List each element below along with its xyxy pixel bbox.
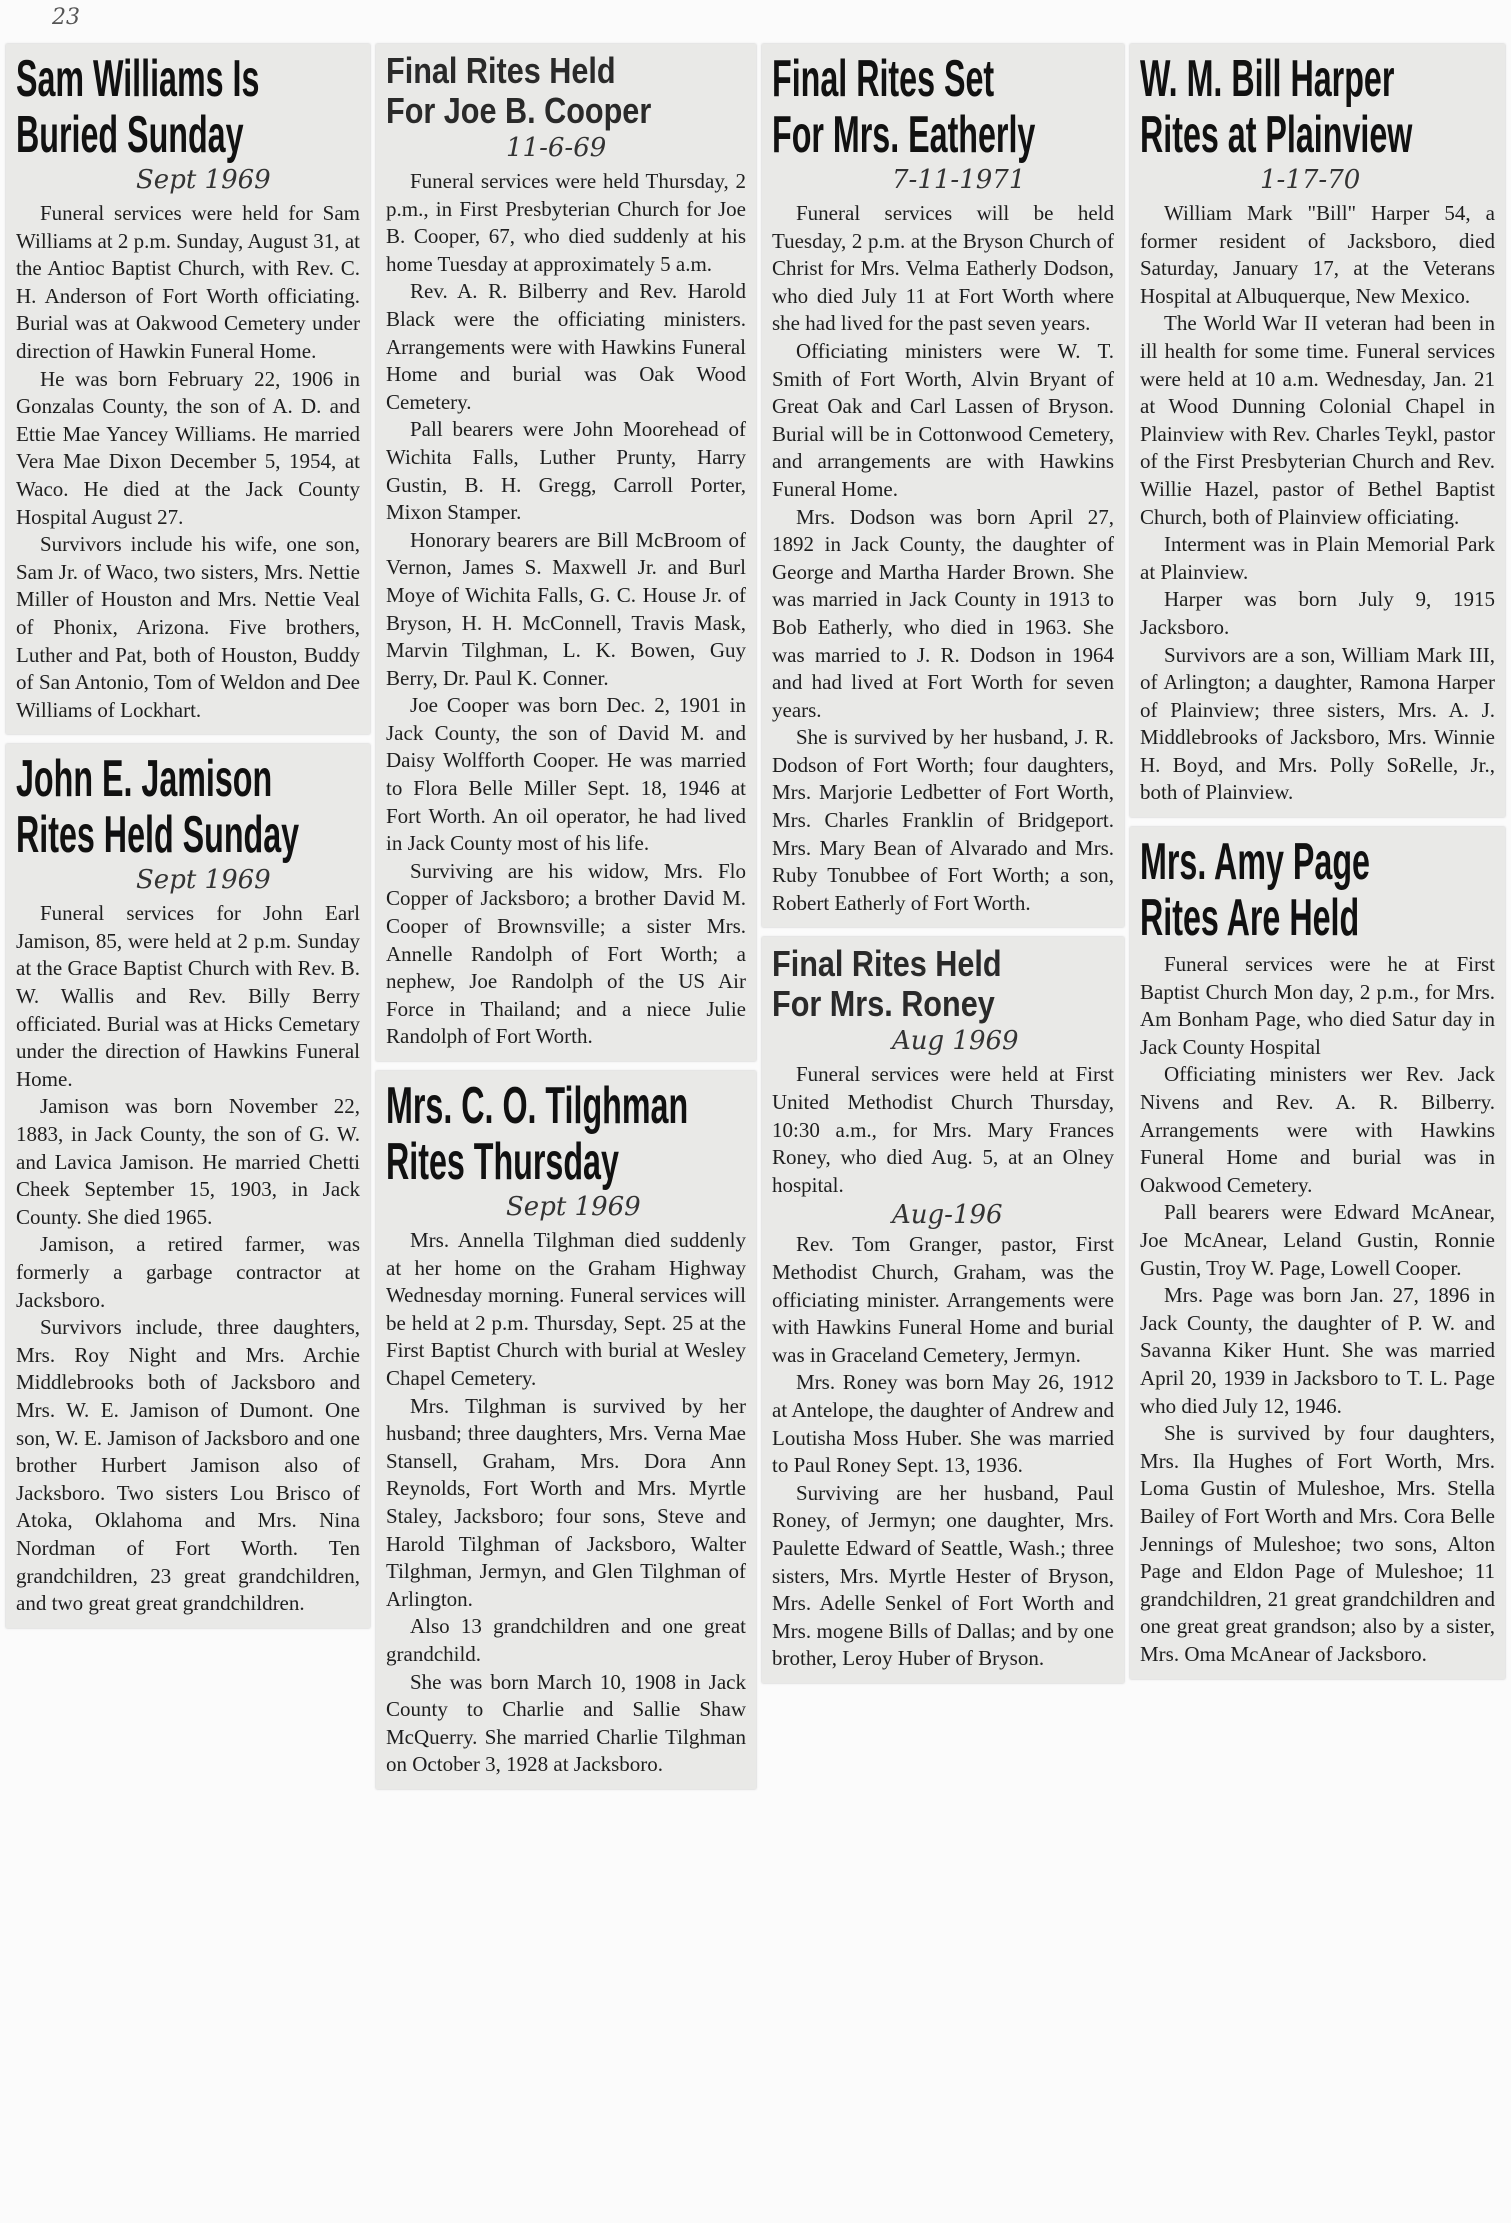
obituary-clipping — [1130, 44, 1505, 817]
obituary-clipping — [376, 44, 756, 1061]
obituary-paragraph: Mrs. Dodson was born April 27, 1892 in Jack County, the daughter of George and Martha Harder Brown. She was married in Jack County in 1913 to Bob Eatherly, who died in 1963. She was married to J. R. Dodson in 1964 and had lived at Fort Worth for seven years. — [772, 504, 1114, 722]
handwritten-date: Sept 1969 — [136, 865, 271, 896]
headline-line: For Joe B. Cooper — [386, 90, 652, 131]
obituary-paragraph: William Mark "Bill" Harper 54, a former resident of Jacksboro, died Saturday, January 17, at the Veterans Hospital at Albuquerque, New Mexico. — [1140, 201, 1495, 308]
headline-line: Rites at Plainview — [1140, 106, 1413, 164]
obituary-body — [772, 1061, 1114, 1672]
handwritten-note: Aug-196 — [892, 1200, 1003, 1231]
obituary-paragraph: Funeral services will be held Tuesday, 2 p.m. at the Bryson Church of Christ for Mrs. Velma Eatherly Dodson, who died July 11 at Fort Worth where she had lived for the past seven years. — [772, 201, 1114, 336]
obituary-paragraph: Survivors include, three daughters, Mrs. Roy Night and Mrs. Archie Middlebrooks both of Jacksboro and Mrs. W. E. Jamison of Dumont. One son, W. E. Jamison of Jacksboro and one brother Hurbert Jamison also of Jacksboro. Two sisters Lou Brisco of Atoka, Oklahoma and Mrs. Nina Nordman of Fort Worth. Ten grandchildren, 23 great grandchildren, and two great great grandchildren. — [16, 1315, 360, 1616]
obituary-paragraph: Funeral services were held Thursday, 2 p.m., in First Presbyterian Church for Joe B. Cooper, 67, who died suddenly at his home Tuesday at approximately 5 a.m. — [386, 169, 746, 276]
obituary-paragraph: Funeral services were held for Sam Williams at 2 p.m. Sunday, August 31, at the Antioc Baptist Church, with Rev. C. H. Anderson of Fort Worth officiating. Burial was at Oakwood Cemetery under direction of Hawkin Funeral Home. — [16, 201, 360, 363]
obituary-body — [16, 900, 360, 1617]
clipping-column — [376, 44, 756, 1789]
obituary-paragraph: Jamison was born November 22, 1883, in Jack County, the son of G. W. and Lavica Jamison. He married Chetti Cheek September 15, 1903, in Jack County. She died 1965. — [16, 1094, 360, 1229]
obituary-body — [386, 168, 746, 1051]
obituary-paragraph: Mrs. Roney was born May 26, 1912 at Antelope, the daughter of Andrew and Loutisha Moss Huber. She was married to Paul Roney Sept. 13, 1936. — [772, 1370, 1114, 1478]
obituary-body — [1140, 951, 1495, 1668]
obituary-paragraph: She was born March 10, 1908 in Jack County to Charlie and Sallie Shaw McQuerry. She married Charlie Tilghman on October 3, 1928 at Jacksboro. — [386, 1669, 746, 1777]
obituary-paragraph: Harper was born July 9, 1915 Jacksboro. — [1140, 587, 1495, 639]
handwritten-date: Aug 1969 — [892, 1026, 1019, 1057]
obituary-paragraph: Honorary bearers are Bill McBroom of Vernon, James S. Maxwell Jr. and Burl Moye of Wichita Falls, G. C. House Jr. of Bryson, H. H. McConnell, Travis Mask, Marvin Tilghman, L. K. Bowen, Guy Berry, Dr. Paul K. Conner. — [386, 527, 746, 690]
handwritten-date: Sept 1969 — [506, 1192, 641, 1222]
headline-line: Mrs. C. O. Tilghman — [386, 1077, 689, 1135]
headline-line: For Mrs. Eatherly — [772, 106, 1036, 164]
headline-line: Final Rites Held — [772, 943, 1002, 985]
obituary-paragraph: She is survived by four daughters, Mrs. Ila Hughes of Fort Worth, Mrs. Loma Gustin of Muleshoe, Mrs. Stella Bailey of Fort Worth and Mrs. Cora Belle Jennings of Muleshoe; two sons, Alton Page and Eldon Page of Muleshoe; 11 grandchildren, 21 great grandchildren and one great great grandson; also by a sister, Mrs. Oma McAnear of Jacksboro. — [1140, 1421, 1495, 1666]
clipping-column — [1130, 44, 1505, 1679]
obituary-body — [1140, 200, 1495, 807]
obituary-paragraph: Mrs. Annella Tilghman died suddenly at her home on the Graham Highway Wednesday morning. Funeral services will be held at 2 p.m. Thursday, Sept. 25 at the First Baptist Church with burial at Wesley Chapel Cemetery. — [386, 1228, 746, 1390]
obituary-paragraph: Rev. A. R. Bilberry and Rev. Harold Black were the officiating ministers. Arrangements were with Hawkins Funeral Home and burial was Oak Wood Cemetery. — [386, 279, 746, 414]
headline-line: W. M. Bill Harper — [1140, 50, 1395, 108]
obituary-paragraph: Mrs. Page was born Jan. 27, 1896 in Jack County, the daughter of P. W. and Savanna Kiker Hunt. She was married April 20, 1939 in Jacksboro to T. L. Page who died July 12, 1946. — [1140, 1283, 1495, 1418]
obituary-paragraph: Jamison, a retired farmer, was formerly a garbage contractor at Jacksboro. — [16, 1232, 360, 1312]
headline-line: Rites Are Held — [1140, 889, 1360, 948]
headline-line: Rites Held Sunday — [16, 806, 300, 865]
obituary-clipping — [762, 44, 1124, 927]
obituary-paragraph: Funeral services were he at First Baptist Church Mon day, 2 p.m., for Mrs. Am Bonham Page, who died Satur day in Jack County Hospital — [1140, 952, 1495, 1059]
handwritten-date: 11-6-69 — [506, 133, 607, 163]
obituary-paragraph: Also 13 grandchildren and one great grandchild. — [386, 1614, 746, 1666]
obituary-clipping — [6, 44, 370, 734]
page-number-mark: 23 — [52, 5, 80, 30]
obituary-paragraph: He was born February 22, 1906 in Gonzalas County, the son of A. D. and Ettie Mae Yancey Williams. He married Vera Mae Dixon December 5, 1954, at Waco. He died at the Jack County Hospital August 27. — [16, 366, 360, 529]
obituary-body — [772, 200, 1114, 917]
headline-line: For Mrs. Roney — [772, 983, 995, 1025]
obituary-clipping — [762, 937, 1124, 1682]
obituary-paragraph: The World War II veteran had been in ill health for some time. Funeral services were held at 10 a.m. Wednesday, Jan. 21 at Wood Dunning Colonial Chapel in Plainview with Rev. Charles Teykl, pastor of the First Presbyterian Church and Rev. Willie Hazel, pastor of Bethel Baptist Church, both of Plainview officiating. — [1140, 311, 1495, 529]
headline-line: Mrs. Amy Page — [1140, 833, 1370, 892]
clipping-column — [6, 44, 370, 1628]
obituary-clipping — [6, 744, 370, 1627]
obituary-paragraph: Joe Cooper was born Dec. 2, 1901 in Jack County, the son of David M. and Daisy Wolfforth Cooper. He was married to Flora Belle Miller Sept. 18, 1946 at Fort Worth. An oil operator, he had lived in Jack County most of his life. — [386, 693, 746, 856]
obituary-paragraph: Rev. Tom Granger, pastor, First Methodist Church, Graham, was the officiating minister. Arrangements were with Hawkins Funeral Home and burial was in Graceland Cemetery, Jermyn. — [772, 1232, 1114, 1367]
headline-line: John E. Jamison — [16, 750, 273, 809]
obituary-body — [16, 200, 360, 724]
obituary-paragraph: Pall bearers were Edward McAnear, Joe McAnear, Leland Gustin, Ronnie Gustin, Troy W. Page, Lowell Cooper. — [1140, 1200, 1495, 1280]
headline-line: Buried Sunday — [16, 106, 244, 164]
obituary-clipping — [1130, 827, 1505, 1678]
headline-line: Sam Williams Is — [16, 50, 260, 108]
obituary-paragraph: Survivors include his wife, one son, Sam Jr. of Waco, two sisters, Mrs. Nettie Miller of Houston and Mrs. Nettie Veal of Phonix, Arizona. Five brothers, Luther and Pat, both of Houston, Buddy of San Antonio, Tom of Weldon and Dee Williams of Lockhart. — [16, 532, 360, 722]
handwritten-date: 7-11-1971 — [892, 165, 1026, 195]
headline-line: Final Rites Held — [386, 50, 616, 91]
obituary-paragraph: Funeral services were held at First United Methodist Church Thursday, 10:30 a.m., for Mrs. Mary Frances Roney, who died Aug. 5, at an Olney hospital. — [772, 1062, 1114, 1197]
obituary-paragraph: She is survived by her husband, J. R. Dodson of Fort Worth; four daughters, Mrs. Marjorie Ledbetter of Fort Worth, Mrs. Charles Franklin of Bridgeport. Mrs. Mary Bean of Alvarado and Mrs. Ruby Tonubbee of Fort Worth; a son, Robert Eatherly of Fort Worth. — [772, 725, 1114, 915]
obituary-paragraph: Funeral services for John Earl Jamison, 85, were held at 2 p.m. Sunday at the Grace Baptist Church with Rev. B. W. Wallis and Rev. Billy Berry officiated. Burial was at Hicks Cemetary under the direction of Hawkins Funeral Home. — [16, 901, 360, 1091]
headline-line: Final Rites Set — [772, 50, 995, 108]
obituary-paragraph: Officiating ministers were W. T. Smith of Fort Worth, Alvin Bryant of Great Oak and Carl Lassen of Bryson. Burial will be in Cottonwood Cemetery, and arrangements are with Hawkins Funeral Home. — [772, 338, 1114, 501]
obituary-clipping — [376, 1071, 756, 1789]
clipping-column — [762, 44, 1124, 1683]
handwritten-date: 1-17-70 — [1260, 165, 1361, 195]
obituary-paragraph: Mrs. Tilghman is survived by her husband; three daughters, Mrs. Verna Mae Stansell, Graham, Mrs. Dora Ann Reynolds, Fort Worth and Mrs. Myrtle Staley, Jacksboro; four sons, Steve and Harold Tilghman of Jacksboro, Walter Tilghman, Jermyn, and Glen Tilghman of Arlington. — [386, 1393, 746, 1611]
handwritten-date: Sept 1969 — [136, 165, 271, 195]
headline-line: Rites Thursday — [386, 1133, 619, 1191]
obituary-paragraph: Interment was in Plain Memorial Park at Plainview. — [1140, 532, 1495, 584]
obituary-paragraph: Pall bearers were John Moorehead of Wichita Falls, Luther Prunty, Harry Gustin, B. H. Gregg, Carroll Porter, Mixon Stamper. — [386, 417, 746, 525]
obituary-body — [386, 1227, 746, 1779]
obituary-paragraph: Surviving are her husband, Paul Roney, of Jermyn; one daughter, Mrs. Paulette Edward of Seattle, Wash.; three sisters, Mrs. Myrtle Hester of Bryson, Mrs. Adelle Senkel of Fort Worth and Mrs. mogene Bills of Dallas; and by one brother, Leroy Huber of Bryson. — [772, 1480, 1114, 1671]
obituary-paragraph: Surviving are his widow, Mrs. Flo Copper of Jacksboro; a brother David M. Cooper of Brownsville; a sister Mrs. Annelle Randolph of Fort Worth; a nephew, Joe Randolph of the US Air Force in Thailand; and a niece Julie Randolph of Fort Worth. — [386, 858, 746, 1049]
obituary-paragraph: Officiating ministers wer Rev. Jack Nivens and Rev. A. R. Bilberry. Arrangements were with Hawkins Funeral Home and burial was in Oakwood Cemetery. — [1140, 1062, 1495, 1197]
obituary-paragraph: Survivors are a son, William Mark III, of Arlington; a daughter, Ramona Harper of Plainview; three sisters, Mrs. A. J. Middlebrooks of Jacksboro, Mrs. Winnie H. Boyd, and Mrs. Polly SoRelle, Jr., both of Plainview. — [1140, 642, 1495, 805]
